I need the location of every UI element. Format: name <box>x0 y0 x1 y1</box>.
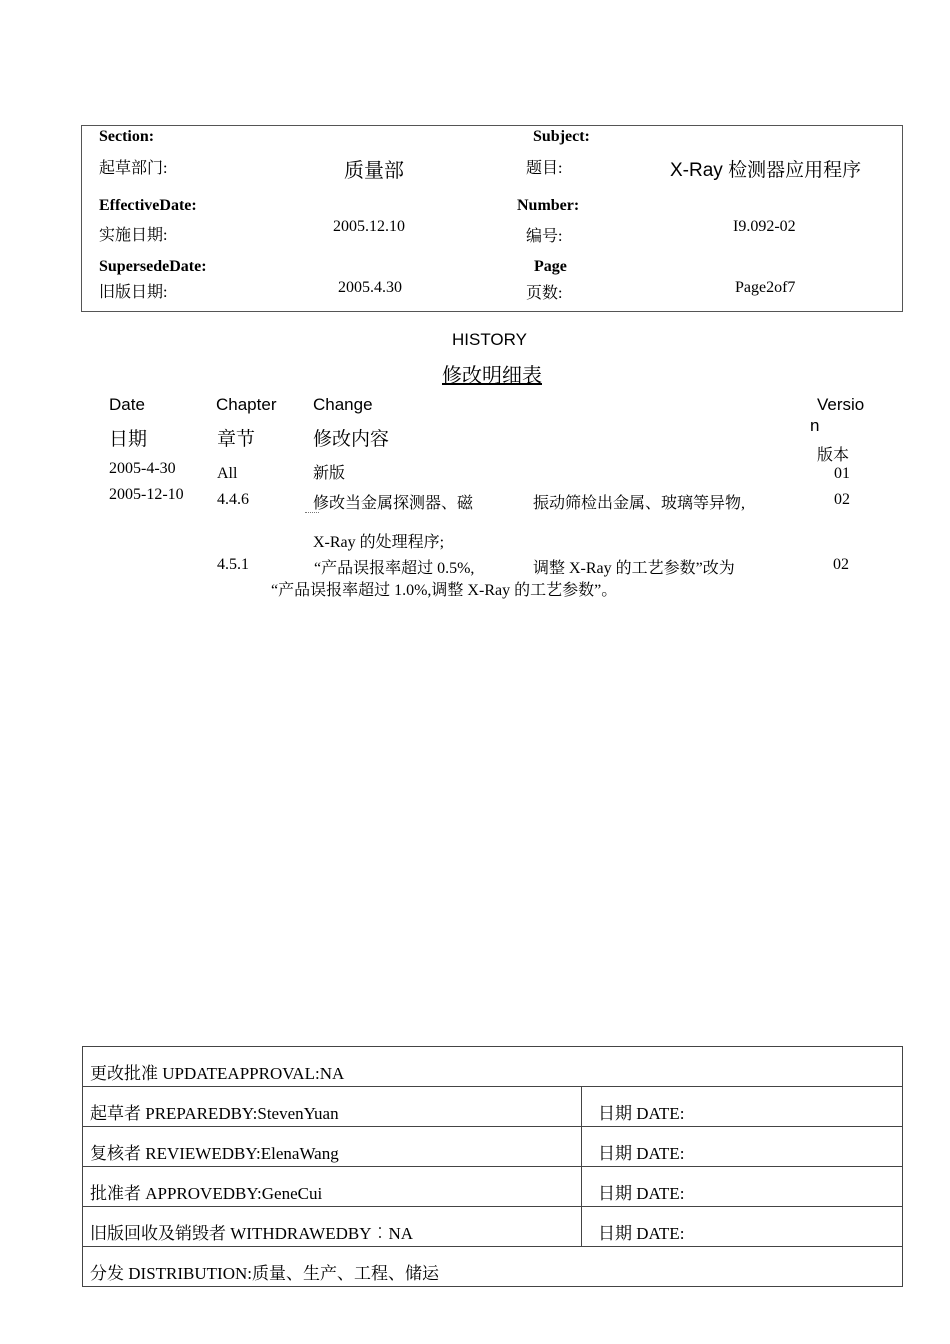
col-chapter-cn: 章节 <box>217 429 256 450</box>
approval-row-withdrawed <box>83 1207 903 1247</box>
row2-change-part-c: X-Ray 的处理程序; <box>313 534 445 551</box>
page-label-en: Page <box>534 258 567 275</box>
approved-by: 批准者 APPROVEDBY:GeneCui <box>83 1167 582 1207</box>
history-title-cn: 修改明细表 <box>442 365 542 387</box>
subject-label-cn: 题目: <box>526 160 563 177</box>
effective-date-label-en: EffectiveDate: <box>99 197 197 214</box>
col-version-en-line1: Versio <box>817 395 865 414</box>
approval-row-prepared <box>83 1087 903 1127</box>
effective-date-value: 2005.12.10 <box>333 218 405 235</box>
prepared-by: 起草者 PREPAREDBY:StevenYuan <box>83 1087 582 1127</box>
row2-change-part-b: 振动筛检出金属、玻璃等异物, <box>533 495 746 512</box>
row3-version: 02 <box>833 556 849 573</box>
col-chapter-en: Chapter <box>216 395 277 414</box>
withdrawed-date-label: 日期 DATE: <box>582 1207 903 1247</box>
row3-change-part-c: “产品误报率超过 1.0%,调整 X-Ray 的工艺参数”。 <box>271 582 618 599</box>
supersede-date-value: 2005.4.30 <box>338 279 402 296</box>
approval-row-update <box>83 1047 903 1087</box>
number-value: I9.092-02 <box>733 218 796 235</box>
row2-chapter: 4.4.6 <box>217 491 249 508</box>
col-version-cn-clipped <box>817 442 857 464</box>
row1-change: 新版 <box>313 465 346 482</box>
section-label-en: Section: <box>99 128 155 145</box>
subject-value: X-Ray 检测器应用程序 <box>670 160 862 181</box>
col-version-cn: 版本 <box>817 447 850 464</box>
approval-row-reviewed <box>83 1127 903 1167</box>
history-title-en: HISTORY <box>452 330 527 349</box>
supersede-date-label-en: SupersedeDate: <box>99 258 207 275</box>
col-date-en: Date <box>109 395 145 414</box>
row2-date: 2005-12-10 <box>109 486 184 503</box>
col-change-en: Change <box>313 395 373 414</box>
row1-chapter: All <box>217 465 238 482</box>
approval-row-approved <box>83 1167 903 1207</box>
withdrawed-by: 旧版回收及销毁者 WITHDRAWEDBY︰NA <box>83 1207 582 1247</box>
col-change-cn: 修改内容 <box>313 429 390 450</box>
row2-version: 02 <box>834 491 850 508</box>
update-approval: 更改批准 UPDATEAPPROVAL:NA <box>83 1047 903 1087</box>
supersede-date-label-cn: 旧版日期: <box>99 284 168 301</box>
ink-mark <box>305 512 319 516</box>
section-label-cn: 起草部门: <box>99 160 168 177</box>
row1-version: 01 <box>834 465 850 482</box>
row3-change-part-a: “产品误报率超过 0.5%, <box>314 560 475 577</box>
col-version-en-line2: n <box>810 416 820 435</box>
distribution: 分发 DISTRIBUTION:质量、生产、工程、储运 <box>83 1247 903 1287</box>
row1-date: 2005-4-30 <box>109 460 176 477</box>
col-date-cn: 日期 <box>109 429 148 450</box>
effective-date-label-cn: 实施日期: <box>99 227 168 244</box>
prepared-date-label: 日期 DATE: <box>582 1087 903 1127</box>
row2-change-part-a: 修改当金属探测器、磁 <box>313 495 474 512</box>
page-value: Page2of7 <box>735 279 796 296</box>
row3-change-part-b: 调整 X-Ray 的工艺参数”改为 <box>533 560 735 577</box>
approved-date-label: 日期 DATE: <box>582 1167 903 1207</box>
page-label-cn: 页数: <box>526 285 563 302</box>
number-label-en: Number: <box>517 197 580 214</box>
reviewed-date-label: 日期 DATE: <box>582 1127 903 1167</box>
approval-row-distribution <box>83 1247 903 1287</box>
row3-chapter: 4.5.1 <box>217 556 249 573</box>
subject-label-en: Subject: <box>533 128 590 145</box>
reviewed-by: 复核者 REVIEWEDBY:ElenaWang <box>83 1127 582 1167</box>
number-label-cn: 编号: <box>526 228 563 245</box>
section-value: 质量部 <box>344 160 404 182</box>
approval-table <box>82 1046 903 1287</box>
